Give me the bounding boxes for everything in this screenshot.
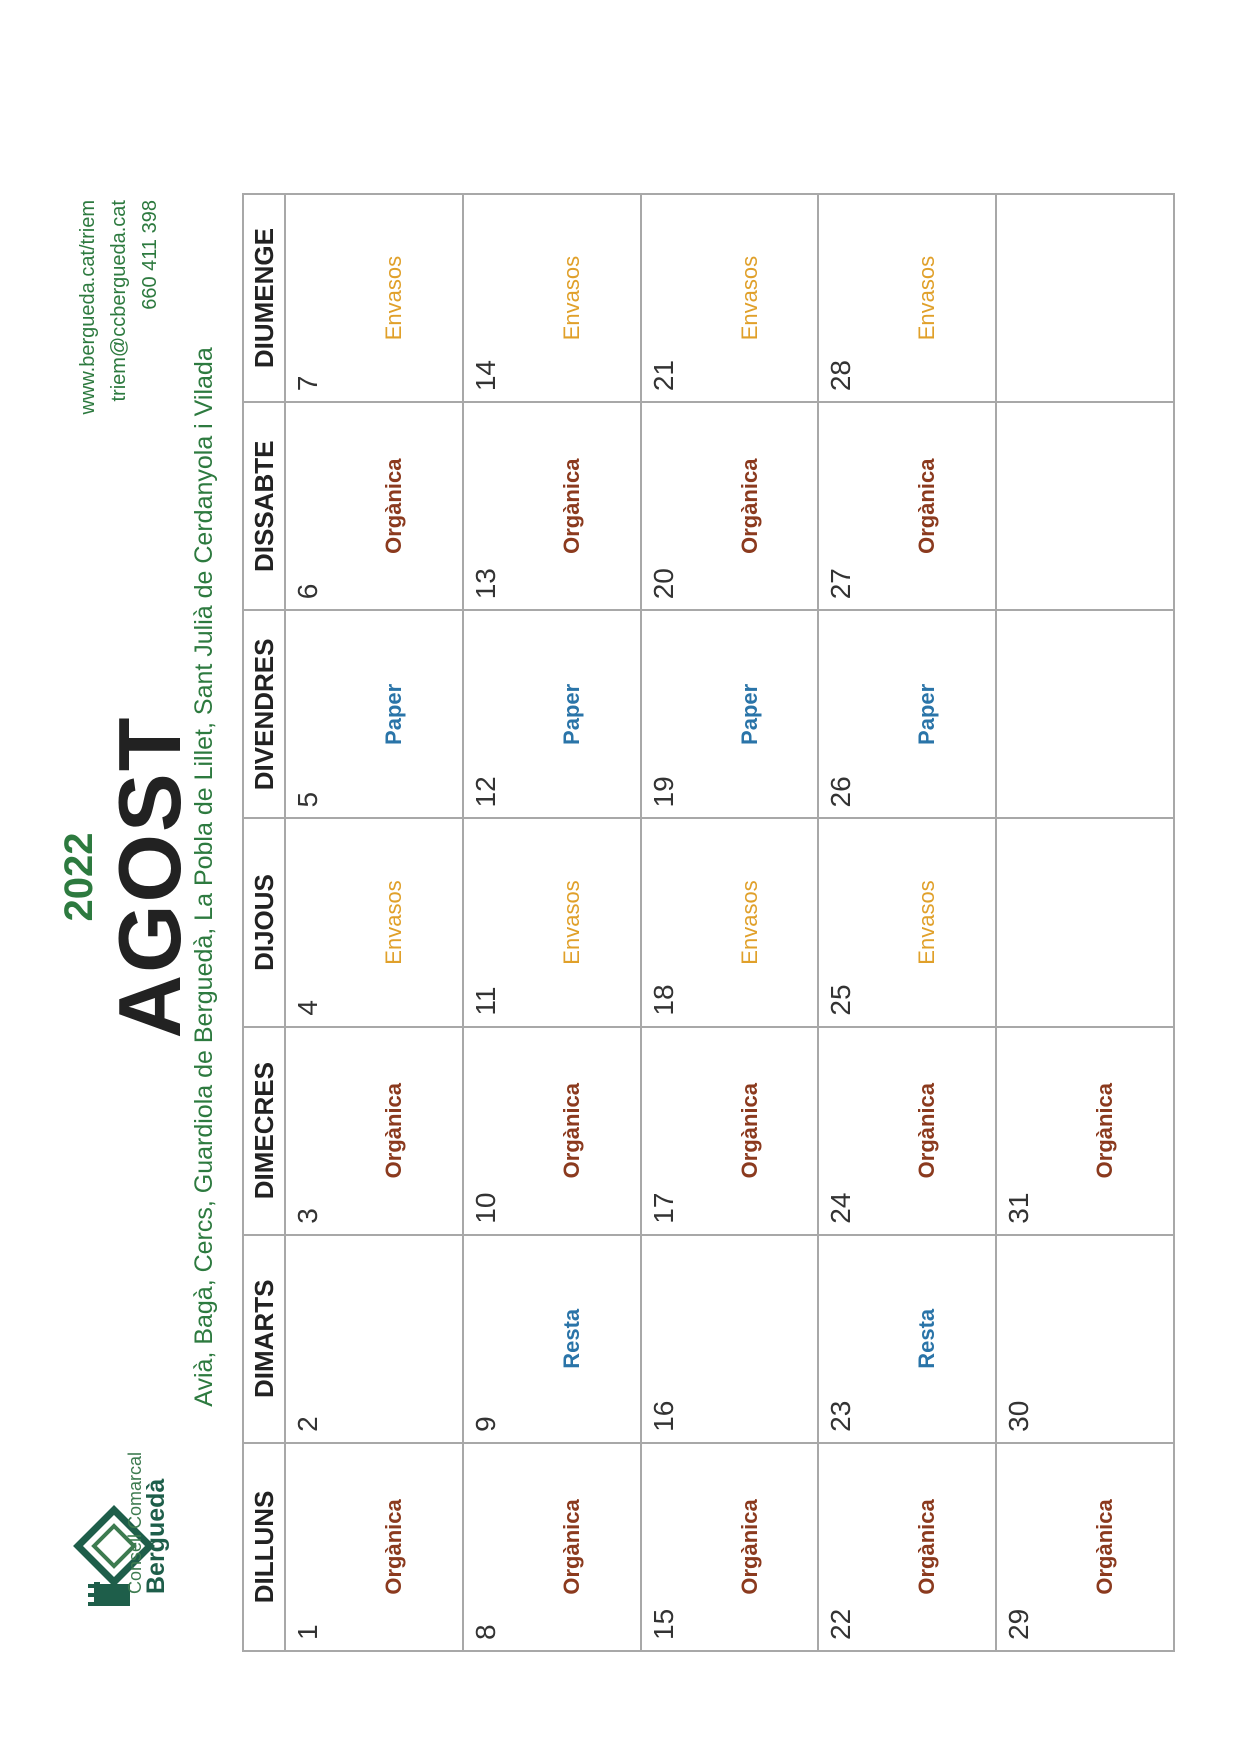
- calendar-day-cell: [463, 1235, 641, 1443]
- calendar-day-cell: [818, 610, 996, 818]
- calendar-day-cell: [818, 194, 996, 402]
- email-link[interactable]: triem@ccbergueda.cat: [108, 200, 130, 402]
- calendar-day-cell: [285, 1235, 463, 1443]
- waste-type-organica: Orgànica: [381, 1499, 406, 1595]
- day-number: 28: [825, 360, 857, 392]
- waste-type-organica: Orgànica: [736, 1499, 762, 1595]
- calendar-week-row: [285, 194, 463, 1651]
- calendar-day-cell: [996, 610, 1174, 818]
- day-number: 10: [469, 1192, 501, 1224]
- day-number: 19: [647, 776, 679, 808]
- weekday-header: DIMARTS: [243, 1235, 285, 1443]
- waste-type-organica: Orgànica: [914, 458, 940, 554]
- calendar-day-cell: [285, 194, 463, 402]
- day-number: 26: [825, 776, 857, 808]
- day-number: 15: [647, 1608, 679, 1640]
- waste-type-organica: Orgànica: [914, 1499, 940, 1595]
- calendar-day-cell: [641, 1235, 819, 1443]
- calendar-day-cell: [641, 194, 819, 402]
- waste-type-envasos: Envasos: [736, 255, 762, 341]
- phone-number: 660 411 398: [139, 200, 161, 310]
- day-number: 18: [647, 984, 679, 1016]
- waste-type-paper: Paper: [914, 683, 940, 745]
- calendar-week-row: [818, 194, 996, 1651]
- calendar-week-row: [463, 194, 641, 1651]
- calendar-month: AGOST: [100, 715, 199, 1039]
- calendar-day-cell: [996, 402, 1174, 610]
- day-number: 9: [469, 1416, 501, 1432]
- waste-type-organica: Orgànica: [558, 458, 584, 554]
- waste-type-envasos: Envasos: [558, 880, 584, 965]
- calendar-day-cell: [285, 1027, 463, 1235]
- waste-type-organica: Orgànica: [558, 1082, 584, 1179]
- calendar-day-cell: [463, 818, 641, 1026]
- weekday-header: DIUMENGE: [243, 194, 285, 402]
- calendar-day-cell: [818, 1235, 996, 1443]
- calendar-day-cell: [463, 610, 641, 818]
- waste-type-organica: Orgànica: [558, 1499, 584, 1595]
- day-number: 8: [469, 1624, 501, 1640]
- calendar-week-row: [641, 194, 819, 1651]
- day-number: 12: [469, 776, 501, 808]
- waste-type-paper: Paper: [381, 683, 406, 745]
- calendar-day-cell: [996, 1235, 1174, 1443]
- calendar-year: 2022: [57, 832, 101, 922]
- weekday-header: DIJOUS: [243, 818, 285, 1026]
- calendar-day-cell: [996, 818, 1174, 1026]
- calendar-day-cell: [463, 402, 641, 610]
- calendar-day-cell: [285, 610, 463, 818]
- collection-calendar: [242, 193, 1175, 1652]
- waste-type-organica: Orgànica: [736, 1082, 762, 1179]
- day-number: 4: [292, 1000, 323, 1016]
- day-number: 17: [647, 1192, 679, 1224]
- day-number: 21: [647, 360, 679, 392]
- waste-type-organica: Orgànica: [1092, 1499, 1118, 1595]
- day-number: 25: [825, 984, 857, 1016]
- calendar-body: [285, 194, 1174, 1651]
- waste-type-organica: Orgànica: [736, 458, 762, 554]
- waste-type-envasos: Envasos: [558, 255, 584, 341]
- calendar-day-cell: [285, 402, 463, 610]
- weekday-header: DIMECRES: [243, 1027, 285, 1235]
- waste-type-paper: Paper: [558, 683, 584, 745]
- towns-list: Avià, Bagà, Cercs, Guardiola de Berguedà, La Pobla de Lillet, Sant Julià de Cerdanyola i Vilada: [190, 347, 218, 1407]
- waste-type-organica: Orgànica: [381, 1082, 406, 1179]
- day-number: 27: [825, 568, 857, 600]
- waste-type-envasos: Envasos: [914, 880, 940, 965]
- day-number: 16: [647, 1400, 679, 1432]
- day-number: 1: [292, 1624, 323, 1640]
- calendar-day-cell: [996, 1443, 1174, 1651]
- calendar-day-cell: [463, 1443, 641, 1651]
- calendar-day-cell: [818, 402, 996, 610]
- waste-type-resta: Resta: [914, 1308, 940, 1369]
- calendar-day-cell: [818, 818, 996, 1026]
- calendar-day-cell: [285, 1443, 463, 1651]
- calendar-day-cell: [996, 194, 1174, 402]
- waste-type-organica: Orgànica: [914, 1082, 940, 1179]
- contact-block: [73, 200, 166, 415]
- day-number: 23: [825, 1400, 857, 1432]
- waste-type-envasos: Envasos: [736, 880, 762, 965]
- calendar-day-cell: [818, 1443, 996, 1651]
- day-number: 7: [292, 375, 323, 392]
- calendar-day-cell: [996, 1027, 1174, 1235]
- calendar-day-cell: [463, 194, 641, 402]
- day-number: 14: [469, 360, 501, 392]
- day-number: 3: [292, 1208, 323, 1224]
- day-number: 2: [292, 1416, 323, 1432]
- weekday-header-row: [243, 194, 285, 1651]
- waste-type-envasos: Envasos: [914, 255, 940, 341]
- calendar-day-cell: [641, 610, 819, 818]
- day-number: 22: [825, 1608, 857, 1640]
- calendar-day-cell: [818, 1027, 996, 1235]
- calendar-week-row: [996, 194, 1174, 1651]
- waste-type-envasos: Envasos: [381, 255, 406, 341]
- day-number: 5: [292, 791, 323, 808]
- calendar-day-cell: [641, 1027, 819, 1235]
- weekday-header: DISSABTE: [243, 402, 285, 610]
- day-number: 31: [1003, 1192, 1035, 1224]
- day-number: 30: [1003, 1400, 1035, 1432]
- day-number: 6: [292, 583, 323, 600]
- organization-name: Berguedà: [142, 1478, 170, 1594]
- calendar-day-cell: [641, 402, 819, 610]
- calendar-day-cell: [285, 818, 463, 1026]
- day-number: 24: [825, 1192, 857, 1224]
- website-link[interactable]: www.bergueda.cat/triem: [77, 200, 99, 415]
- calendar-day-cell: [641, 818, 819, 1026]
- weekday-header: DILLUNS: [243, 1443, 285, 1651]
- day-number: 11: [469, 986, 501, 1016]
- waste-type-paper: Paper: [736, 683, 762, 745]
- organization-label: Consell Comarcal: [125, 1451, 145, 1594]
- waste-type-envasos: Envasos: [381, 880, 406, 965]
- waste-type-organica: Orgànica: [381, 458, 406, 554]
- day-number: 20: [647, 568, 679, 600]
- weekday-header: DIVENDRES: [243, 610, 285, 818]
- day-number: 29: [1003, 1608, 1035, 1640]
- calendar-day-cell: [463, 1027, 641, 1235]
- day-number: 13: [469, 568, 501, 600]
- waste-type-organica: Orgànica: [1092, 1082, 1118, 1179]
- calendar-day-cell: [641, 1443, 819, 1651]
- waste-type-resta: Resta: [558, 1308, 584, 1369]
